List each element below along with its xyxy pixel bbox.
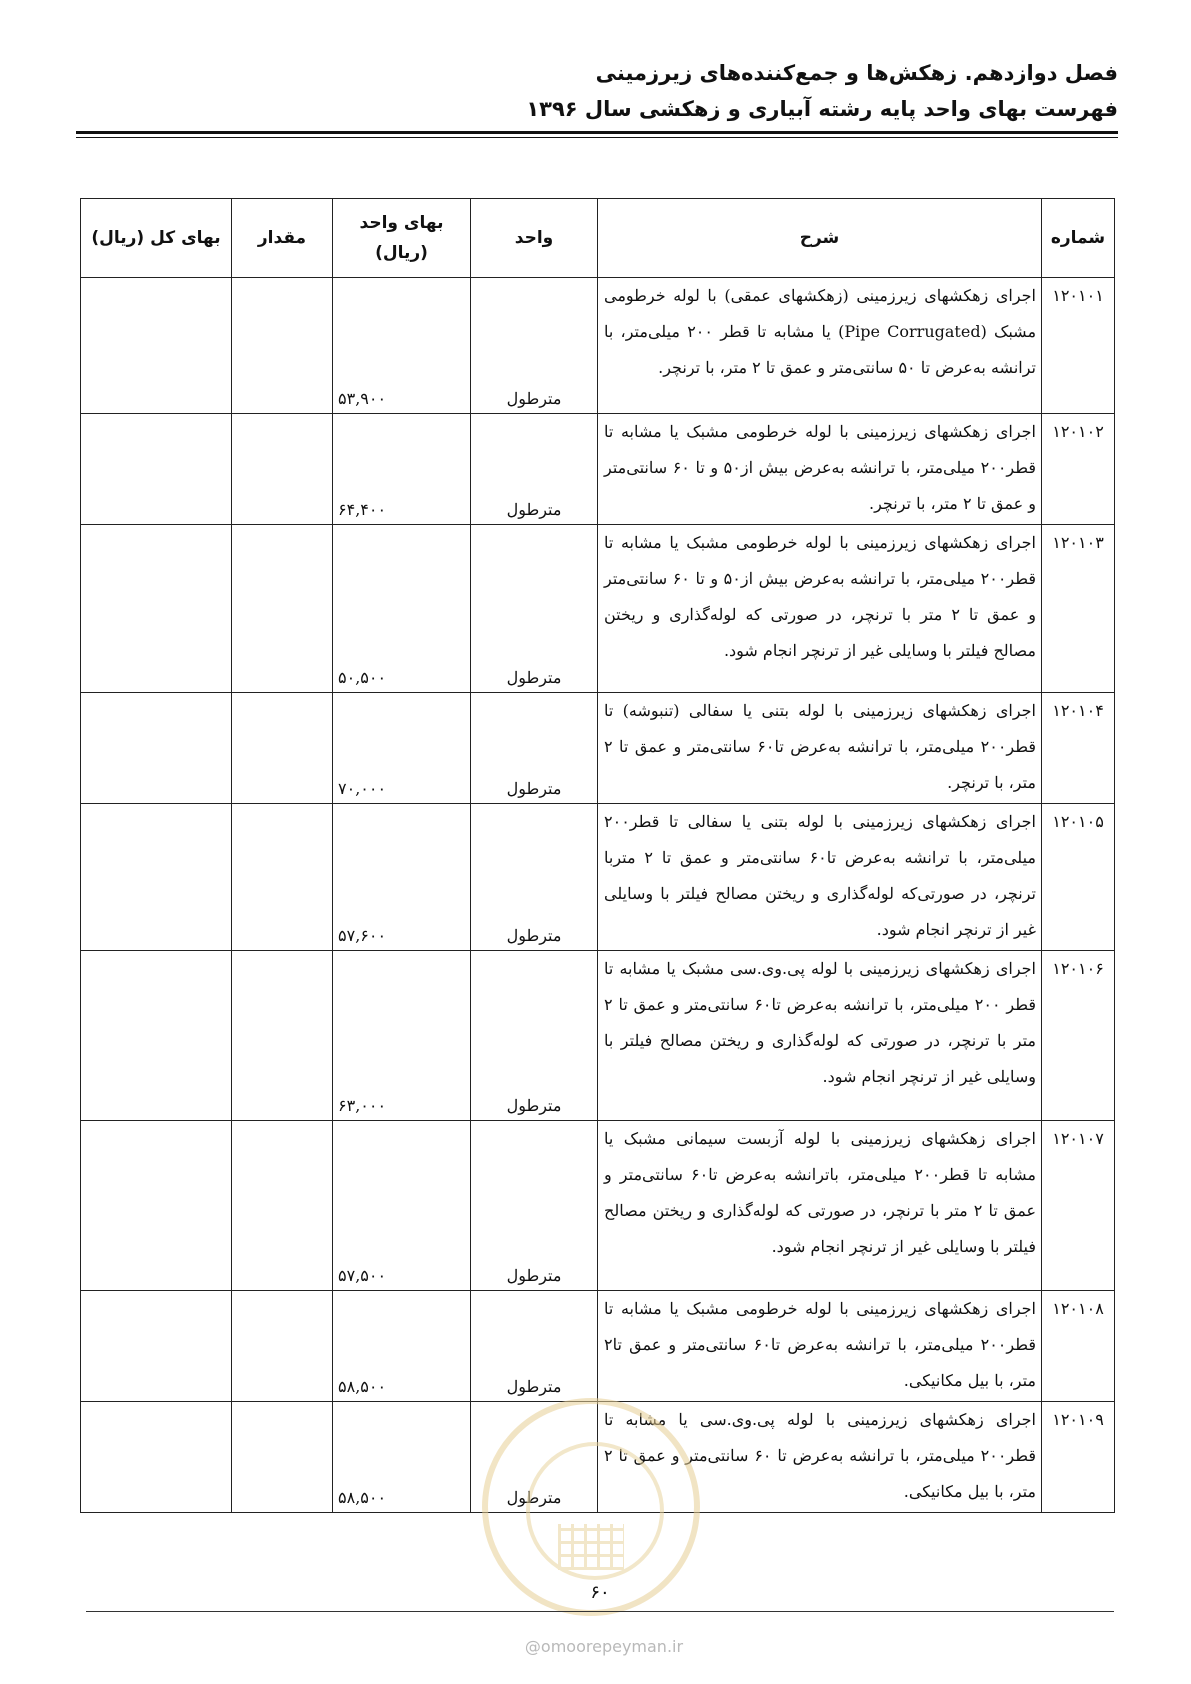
row-quantity (232, 525, 333, 693)
chapter-title: فصل دوازدهم. زهکش‌ها و جمع‌کننده‌های زیرزمینی (595, 61, 1118, 85)
watermark-handle: @omoorepeyman.ir (524, 1637, 684, 1656)
row-code: ۱۲۰۱۰۴ (1042, 693, 1115, 804)
row-total (81, 414, 232, 525)
row-code: ۱۲۰۱۰۵ (1042, 804, 1115, 951)
row-unit-price: ۶۳,۰۰۰ (333, 951, 471, 1121)
row-code: ۱۲۰۱۰۱ (1042, 278, 1115, 414)
row-unit: مترطول (471, 693, 598, 804)
row-code: ۱۲۰۱۰۳ (1042, 525, 1115, 693)
table-row (81, 804, 1115, 951)
row-description-text-end: ) یا مشابه تا قطر ۲۰۰ میلی‌متر، با ترانشه به‌عرض تا ۵۰ سانتی‌متر و عمق تا ۲ متر، با ترنچر. (604, 322, 1036, 377)
row-unit: مترطول (471, 951, 598, 1121)
row-unit: مترطول (471, 278, 598, 414)
row-total (81, 278, 232, 414)
row-unit-price: ۵۰,۵۰۰ (333, 525, 471, 693)
row-description (598, 278, 1042, 414)
header-code: شماره (1042, 199, 1115, 278)
row-unit: مترطول (471, 525, 598, 693)
row-description: اجرای زهکشهای زیرزمینی با لوله خرطومی مشبک یا مشابه تا قطر۲۰۰ میلی‌متر، با ترانشه به‌عرض بیش از۵۰ و تا ۶۰ سانتی‌متر و عمق تا ۲ متر، با ترنچر. (598, 414, 1042, 525)
row-code: ۱۲۰۱۰۸ (1042, 1291, 1115, 1402)
row-unit-price: ۷۰,۰۰۰ (333, 693, 471, 804)
row-quantity (232, 693, 333, 804)
header-unit: واحد (471, 199, 598, 278)
row-code: ۱۲۰۱۰۶ (1042, 951, 1115, 1121)
table-row (81, 278, 1115, 414)
row-quantity (232, 1291, 333, 1402)
row-description-latin: Pipe Corrugated (844, 322, 981, 341)
header-description: شرح (598, 199, 1042, 278)
table-row (81, 414, 1115, 525)
row-quantity (232, 414, 333, 525)
row-unit: مترطول (471, 1121, 598, 1291)
row-unit-price: ۵۷,۶۰۰ (333, 804, 471, 951)
row-total (81, 951, 232, 1121)
row-description: اجرای زهکشهای زیرزمینی با لوله بتنی یا سفالی تا قطر۲۰۰ میلی‌متر، با ترانشه به‌عرض تا۶۰ سانتی‌متر و عمق تا ۲ متربا ترنچر، در صورتی‌که لوله‌گذاری و ریختن مصالح فیلتر با وسایلی غیر از ترنچر انجام شود. (598, 804, 1042, 951)
row-description: اجرای زهکشهای زیرزمینی با لوله خرطومی مشبک یا مشابه تا قطر۲۰۰ میلی‌متر، با ترانشه به‌عرض بیش از۵۰ و تا ۶۰ سانتی‌متر و عمق تا ۲ متر با ترنچر، در صورتی که لوله‌گذاری و ریختن مصالح فیلتر با وسایلی غیر از ترنچر انجام شود. (598, 525, 1042, 693)
row-description: اجرای زهکشهای زیرزمینی با لوله پی.وی.سی یا مشابه تا قطر۲۰۰ میلی‌متر، با ترانشه به‌عرض تا ۶۰ سانتی‌متر و عمق تا ۲ متر، با بیل مکانیکی. (598, 1402, 1042, 1513)
row-unit-price: ۵۷,۵۰۰ (333, 1121, 471, 1291)
row-unit-price: ۵۸,۵۰۰ (333, 1291, 471, 1402)
row-quantity (232, 804, 333, 951)
table-row (81, 1291, 1115, 1402)
header-unit-price (333, 199, 471, 278)
row-unit: مترطول (471, 1402, 598, 1513)
row-quantity (232, 1402, 333, 1513)
row-quantity (232, 1121, 333, 1291)
row-unit-price: ۵۸,۵۰۰ (333, 1402, 471, 1513)
header-quantity: مقدار (232, 199, 333, 278)
page-header (76, 55, 1118, 127)
header-total-price: بهای کل (ریال) (81, 199, 232, 278)
row-quantity (232, 278, 333, 414)
watermark-seal-grid (558, 1524, 624, 1570)
row-code: ۱۲۰۱۰۲ (1042, 414, 1115, 525)
table-header-row (81, 199, 1115, 278)
header-rule-thick (76, 131, 1118, 134)
row-description: اجرای زهکشهای زیرزمینی با لوله پی.وی.سی مشبک یا مشابه تا قطر ۲۰۰ میلی‌متر، با ترانشه به‌عرض تا۶۰ سانتی‌متر و عمق تا ۲ متر با ترنچر، در صورتی که لوله‌گذاری و ریختن مصالح فیلتر با وسایلی غیر از ترنچر انجام شود. (598, 951, 1042, 1121)
row-total (81, 525, 232, 693)
row-quantity (232, 951, 333, 1121)
row-total (81, 804, 232, 951)
document-title: فهرست بهای واحد پایه رشته آبیاری و زهکشی سال ۱۳۹۶ (526, 97, 1118, 121)
row-description: اجرای زهکشهای زیرزمینی با لوله آزبست سیمانی مشبک یا مشابه تا قطر۲۰۰ میلی‌متر، باترانشه به‌عرض تا۶۰ سانتی‌متر و عمق تا ۲ متر با ترنچر، در صورتی که لوله‌گذاری و ریختن مصالح فیلتر با وسایلی غیر از ترنچر انجام شود. (598, 1121, 1042, 1291)
row-total (81, 693, 232, 804)
row-code: ۱۲۰۱۰۷ (1042, 1121, 1115, 1291)
row-code: ۱۲۰۱۰۹ (1042, 1402, 1115, 1513)
row-total (81, 1291, 232, 1402)
price-table (80, 198, 1115, 1513)
row-unit: مترطول (471, 1291, 598, 1402)
row-unit-price: ۶۴,۴۰۰ (333, 414, 471, 525)
table-row (81, 951, 1115, 1121)
row-unit: مترطول (471, 414, 598, 525)
row-total (81, 1402, 232, 1513)
table-row (81, 693, 1115, 804)
table-row (81, 525, 1115, 693)
row-description: اجرای زهکشهای زیرزمینی با لوله خرطومی مشبک یا مشابه تا قطر۲۰۰ میلی‌متر، با ترانشه به‌عرض تا۶۰ سانتی‌متر و عمق تا۲ متر، با بیل مکانیکی. (598, 1291, 1042, 1402)
row-description-text: اجرای زهکشهای زیرزمینی (زهکشهای عمقی) با لوله خرطومی مشبک ( (604, 286, 1037, 341)
page-number: ۶۰ (580, 1582, 620, 1603)
header-rule-thin (76, 137, 1118, 138)
table-row (81, 1121, 1115, 1291)
row-unit-price: ۵۳,۹۰۰ (333, 278, 471, 414)
row-unit: مترطول (471, 804, 598, 951)
row-total (81, 1121, 232, 1291)
row-description: اجرای زهکشهای زیرزمینی با لوله بتنی یا سفالی (تنبوشه) تا قطر۲۰۰ میلی‌متر، با ترانشه به‌عرض تا۶۰ سانتی‌متر و عمق تا ۲ متر، با ترنچر. (598, 693, 1042, 804)
footer-rule (86, 1611, 1114, 1612)
header-unit-price-label: بهای واحد (359, 213, 444, 233)
header-unit-price-currency: (ریال) (375, 243, 428, 263)
